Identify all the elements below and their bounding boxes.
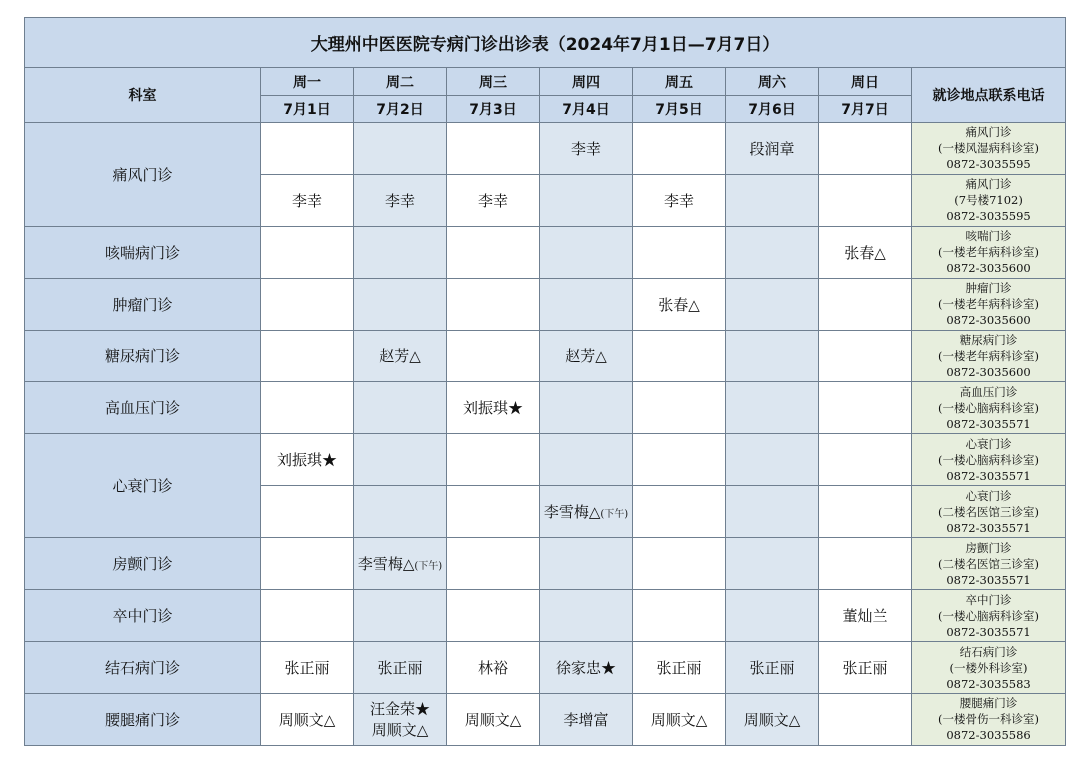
doctor-cell [540,122,633,174]
doctor-name: 李雪梅△ [357,555,415,574]
doctor-cell [354,590,447,642]
phone-number: 0872-3035600 [946,313,1031,328]
doctor-cell [354,434,447,486]
table-row [25,434,1066,486]
dept-name: 痛风门诊 [25,122,261,226]
doctor-cell [633,122,726,174]
doctor-name: 李幸 [477,191,508,210]
doctor-cell [819,538,912,590]
location-cell [912,486,1066,538]
doctor-name: 张正丽 [656,659,702,678]
weekday-header: 周四 [540,68,633,95]
doctor-cell [261,642,354,694]
location-line: 痛风门诊 [965,177,1012,192]
dept-name: 咳喘病门诊 [25,226,261,278]
table-row [25,122,1066,174]
doctor-name: 周顺文△ [650,710,708,729]
doctor-cell [261,486,354,538]
phone-number: 0872-3035595 [946,157,1031,172]
table-row [25,693,1066,745]
location-line: (一楼心脑病科诊室) [938,400,1040,415]
doctor-cell [540,434,633,486]
location-line: (二楼名医馆三诊室) [938,504,1040,519]
doctor-cell [261,538,354,590]
doctor-cell [540,174,633,226]
doctor-cell [633,174,726,226]
dept-name: 腰腿痛门诊 [25,693,261,745]
weekday-header: 周二 [354,68,447,95]
doctor-cell [726,382,819,434]
weekday-header: 周日 [819,68,912,95]
time-note: (下午) [600,509,629,521]
dept-name: 心衰门诊 [25,434,261,538]
table-row [25,226,1066,278]
doctor-cell [354,122,447,174]
dept-name: 高血压门诊 [25,382,261,434]
doctor-cell [633,642,726,694]
doctor-cell [633,693,726,745]
doctor-name: 李幸 [663,191,694,210]
doctor-cell [540,278,633,330]
phone-number: 0872-3035571 [946,572,1031,587]
doctor-cell [540,226,633,278]
location-header: 就诊地点联系电话 [912,68,1066,122]
location-line: (一楼骨伤一科诊室) [938,712,1040,727]
location-line: (一楼心脑病科诊室) [938,452,1040,467]
location-cell [912,174,1066,226]
doctor-cell [633,434,726,486]
doctor-cell [726,278,819,330]
doctor-cell [354,693,447,745]
doctor-cell [633,278,726,330]
location-cell [912,122,1066,174]
location-line: 肿瘤门诊 [965,281,1012,296]
doctor-cell [354,226,447,278]
doctor-cell [354,642,447,694]
phone-number: 0872-3035600 [946,261,1031,276]
doctor-cell [633,330,726,382]
dept-name: 卒中门诊 [25,590,261,642]
time-note: (下午) [414,561,443,573]
doctor-cell [726,642,819,694]
doctor-cell [447,590,540,642]
doctor-cell [726,590,819,642]
date-header: 7月1日 [261,95,354,122]
doctor-cell [540,590,633,642]
doctor-name: 李增富 [563,710,609,729]
doctor-cell [819,590,912,642]
location-line: (一楼外科诊室) [949,660,1028,675]
doctor-name: 段润章 [749,139,795,158]
doctor-cell [819,434,912,486]
doctor-cell [726,538,819,590]
location-line: (二楼名医馆三诊室) [938,556,1040,571]
doctor-cell [633,226,726,278]
doctor-name: 张正丽 [842,659,888,678]
location-cell [912,590,1066,642]
doctor-name: 刘振琪★ [462,399,523,418]
location-cell [912,382,1066,434]
table-row [25,382,1066,434]
doctor-cell [447,693,540,745]
doctor-cell [540,642,633,694]
schedule-table [24,17,1066,746]
date-header: 7月6日 [726,95,819,122]
dept-name: 肿瘤门诊 [25,278,261,330]
doctor-cell [261,226,354,278]
location-line: 高血压门诊 [959,384,1018,399]
doctor-name: 林裕 [477,659,508,678]
location-line: 心衰门诊 [965,436,1012,451]
doctor-name: 周顺文△ [464,710,522,729]
location-line: 腰腿痛门诊 [959,696,1018,711]
doctor-cell [447,642,540,694]
doctor-cell [261,174,354,226]
location-cell [912,330,1066,382]
location-cell [912,434,1066,486]
doctor-name: 赵芳△ [565,347,607,366]
doctor-name: 徐家忠★ [555,659,616,678]
doctor-cell [819,642,912,694]
phone-number: 0872-3035571 [946,624,1031,639]
doctor-cell [447,382,540,434]
doctor-cell [540,538,633,590]
page-title: 大理州中医医院专病门诊出诊表（2024年7月1日—7月7日） [25,18,1066,68]
doctor-cell [261,382,354,434]
table-row [25,330,1066,382]
doctor-cell [726,174,819,226]
doctor-cell [261,590,354,642]
doctor-cell [447,434,540,486]
location-cell [912,278,1066,330]
location-cell [912,538,1066,590]
dept-name: 结石病门诊 [25,642,261,694]
doctor-name: 李雪梅△ [543,503,601,522]
doctor-cell [819,382,912,434]
doctor-name: 汪金荣★ [369,700,430,719]
doctor-cell [633,382,726,434]
doctor-cell [354,174,447,226]
doctor-name: 赵芳△ [379,347,421,366]
doctor-cell [726,434,819,486]
phone-number: 0872-3035571 [946,468,1031,483]
doctor-name: 刘振琪★ [276,451,337,470]
doctor-cell [447,486,540,538]
weekday-header: 周三 [447,68,540,95]
doctor-cell [540,486,633,538]
dept-name: 房颤门诊 [25,538,261,590]
location-line: 咳喘门诊 [965,229,1012,244]
doctor-cell [447,122,540,174]
location-line: 糖尿病门诊 [959,332,1018,347]
doctor-cell [261,693,354,745]
location-line: 结石病门诊 [959,644,1018,659]
date-header: 7月3日 [447,95,540,122]
location-cell [912,226,1066,278]
doctor-cell [540,330,633,382]
table-row [25,278,1066,330]
doctor-cell [447,278,540,330]
doctor-cell [819,226,912,278]
doctor-cell [819,122,912,174]
doctor-name: 李幸 [384,191,415,210]
location-line: 心衰门诊 [965,488,1012,503]
dept-header: 科室 [25,68,261,122]
doctor-name: 周顺文△ [278,710,336,729]
doctor-cell [261,330,354,382]
location-line: 卒中门诊 [965,592,1012,607]
doctor-name: 张正丽 [749,659,795,678]
doctor-cell [540,693,633,745]
doctor-cell [540,382,633,434]
doctor-name: 周顺文△ [371,721,429,740]
phone-number: 0872-3035583 [946,676,1031,691]
schedule-body [25,18,1066,746]
table-row [25,590,1066,642]
doctor-cell [261,122,354,174]
doctor-cell [261,278,354,330]
doctor-name: 董灿兰 [842,607,888,626]
phone-number: 0872-3035586 [946,728,1031,743]
location-line: (7号楼7102) [954,193,1023,208]
doctor-cell [447,174,540,226]
location-line: (一楼风湿病科诊室) [938,141,1040,156]
weekday-header: 周六 [726,68,819,95]
date-header: 7月4日 [540,95,633,122]
doctor-cell [726,122,819,174]
location-cell [912,642,1066,694]
doctor-cell [354,382,447,434]
doctor-cell [261,434,354,486]
location-line: (一楼老年病科诊室) [938,297,1040,312]
doctor-cell [633,486,726,538]
doctor-cell [726,693,819,745]
doctor-cell [819,693,912,745]
weekday-header: 周五 [633,68,726,95]
location-line: (一楼心脑病科诊室) [938,608,1040,623]
doctor-name: 李幸 [570,139,601,158]
doctor-name: 张春△ [844,243,886,262]
date-header: 7月5日 [633,95,726,122]
doctor-cell [354,538,447,590]
location-line: (一楼老年病科诊室) [938,348,1040,363]
phone-number: 0872-3035600 [946,364,1031,379]
doctor-cell [819,486,912,538]
doctor-name: 周顺文△ [743,710,801,729]
doctor-cell [447,538,540,590]
location-cell [912,693,1066,745]
date-header: 7月7日 [819,95,912,122]
phone-number: 0872-3035595 [946,209,1031,224]
doctor-name: 张春△ [658,295,700,314]
doctor-cell [447,330,540,382]
doctor-cell [633,538,726,590]
location-line: (一楼老年病科诊室) [938,245,1040,260]
doctor-cell [354,486,447,538]
doctor-cell [726,486,819,538]
doctor-name: 张正丽 [284,659,330,678]
date-header: 7月2日 [354,95,447,122]
dept-name: 糖尿病门诊 [25,330,261,382]
phone-number: 0872-3035571 [946,416,1031,431]
location-line: 痛风门诊 [965,125,1012,140]
phone-number: 0872-3035571 [946,520,1031,535]
doctor-cell [354,330,447,382]
location-line: 房颤门诊 [965,540,1012,555]
doctor-name: 李幸 [291,191,322,210]
doctor-cell [819,174,912,226]
doctor-cell [726,330,819,382]
doctor-cell [633,590,726,642]
doctor-cell [447,226,540,278]
doctor-cell [819,330,912,382]
doctor-cell [726,226,819,278]
table-row [25,538,1066,590]
doctor-cell [354,278,447,330]
table-row [25,642,1066,694]
doctor-cell [819,278,912,330]
doctor-name: 张正丽 [377,659,423,678]
weekday-header: 周一 [261,68,354,95]
